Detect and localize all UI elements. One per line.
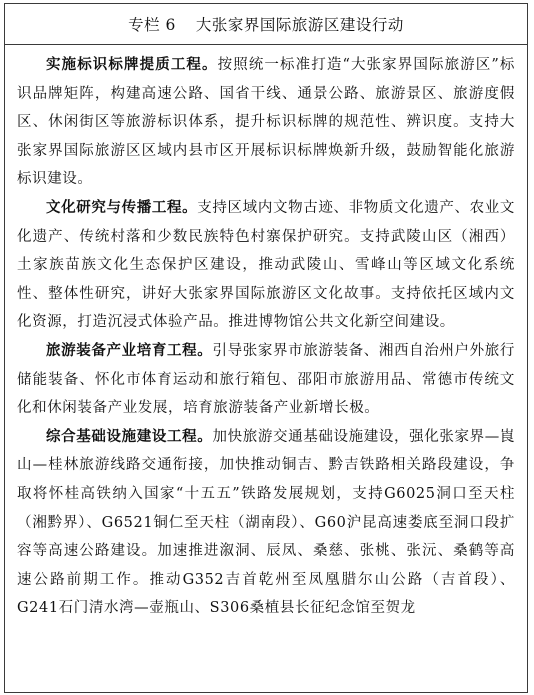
feature-box — [4, 3, 528, 693]
section-paragraph — [17, 51, 515, 194]
section-paragraph — [17, 423, 515, 623]
section-heading: 实施标识标牌提质工程。 — [46, 56, 218, 73]
box-label: 专栏 6 — [128, 16, 176, 34]
section-heading: 旅游装备产业培育工程。 — [46, 341, 213, 359]
section-text: 加快旅游交通基础设施建设，强化张家界—崀山—桂林旅游线路交通衔接，加快推动铜吉、黔吉铁路相关路段建设，争取将怀桂高铁纳入国家“十五五”铁路发展规划，支持G6025洞口至天柱（湘黔界）、G6521铜仁至天柱（湖南段）、G60沪昆高速娄底至洞口段扩容等高速公路建设。加速推进溆洞、辰凤、桑慈、张桃、张沅、桑鹤等高速公路前期工作。推动G352吉首乾州至凤凰腊尔山公路（吉首段）、G241石门清水湾—壶瓶山、S306桑植县长征纪念馆至贺龙 — [17, 428, 515, 617]
section-text: 支持区域内文物古迹、非物质文化遗产、农业文化遗产、传统村落和少数民族特色村寨保护研究。支持武陵山区（湘西）土家族苗族文化生态保护区建设，推动武陵山、雪峰山等区域文化系统性、整体性研究，讲好大张家界国际旅游区文化故事。支持依托区域内文化资源，打造沉浸式体验产品。推进博物馆公共文化新空间建设。 — [17, 199, 515, 331]
box-title: 大张家界国际旅游区建设行动 — [195, 16, 404, 34]
section-heading: 文化研究与传播工程。 — [46, 198, 198, 216]
section-heading: 综合基础设施建设工程。 — [46, 427, 213, 445]
section-paragraph — [17, 337, 515, 423]
section-paragraph — [17, 194, 515, 337]
box-content — [5, 45, 527, 623]
box-title-row — [5, 4, 527, 45]
section-text: 引导张家界市旅游装备、湘西自治州户外旅行储能装备、怀化市体育运动和旅行箱包、邵阳市旅游用品、常德市传统文化和休闲装备产业发展，培育旅游装备产业新增长极。 — [17, 342, 515, 417]
section-text: 按照统一标准打造“大张家界国际旅游区”标识品牌矩阵，构建高速公路、国省干线、通景公路、旅游景区、旅游度假区、休闲街区等旅游标识体系，提升标识标牌的规范性、辨识度。支持大张家界国际旅游区区域内县市区开展标识标牌焕新升级，鼓励智能化旅游标识建设。 — [17, 57, 515, 188]
